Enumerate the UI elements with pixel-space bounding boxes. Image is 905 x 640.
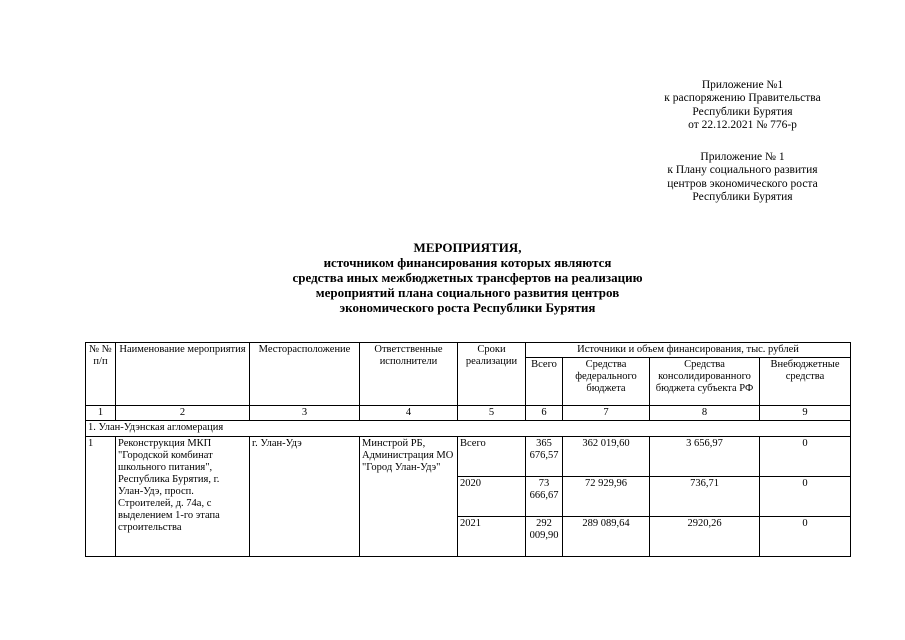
section-title: 1. Улан-Удэнская агломерация bbox=[86, 421, 851, 437]
entry-num: 1 bbox=[86, 437, 116, 557]
title-line: средства иных межбюджетных трансфертов на реализацию bbox=[292, 270, 643, 285]
title-line: экономического роста Республики Бурятия bbox=[339, 300, 596, 315]
column-number: 3 bbox=[250, 406, 360, 421]
section-row bbox=[86, 421, 851, 437]
column-number: 1 bbox=[86, 406, 116, 421]
column-number: 8 bbox=[650, 406, 760, 421]
header-row-1 bbox=[86, 343, 851, 358]
column-number: 2 bbox=[116, 406, 250, 421]
entry-consolidated: 3 656,97 bbox=[650, 437, 760, 477]
column-number: 9 bbox=[760, 406, 851, 421]
appendix-1-line: Республики Бурятия bbox=[692, 105, 793, 118]
entry-extrabudget: 0 bbox=[760, 437, 851, 477]
header-responsible: Ответственные исполнители bbox=[360, 343, 458, 406]
document-title bbox=[200, 240, 735, 315]
entry-federal: 289 089,64 bbox=[563, 517, 650, 557]
entry-total: 292 009,90 bbox=[526, 517, 563, 557]
appendix-1-line: к распоряжению Правительства bbox=[664, 92, 821, 105]
column-number: 5 bbox=[458, 406, 526, 421]
header-period: Сроки реализации bbox=[458, 343, 526, 406]
entry-period: Всего bbox=[458, 437, 526, 477]
header-location: Месторасположение bbox=[250, 343, 360, 406]
header-name: Наименование мероприятия bbox=[116, 343, 250, 406]
entry-consolidated: 736,71 bbox=[650, 477, 760, 517]
entry-period: 2021 bbox=[458, 517, 526, 557]
entry-responsible: Минстрой РБ, Администрация МО "Город Улан-Удэ" bbox=[360, 437, 458, 557]
header-num: № № п/п bbox=[86, 343, 116, 406]
table-row bbox=[86, 437, 851, 477]
entry-extrabudget: 0 bbox=[760, 477, 851, 517]
appendix-2-line: центров экономического роста bbox=[667, 177, 818, 190]
entry-total: 365 676,57 bbox=[526, 437, 563, 477]
appendix-2-block bbox=[640, 151, 845, 205]
entry-consolidated: 2920,26 bbox=[650, 517, 760, 557]
header-extrabudget: Внебюджетные средства bbox=[760, 358, 851, 406]
entry-location: г. Улан-Удэ bbox=[250, 437, 360, 557]
title-line: источником финансирования которых являются bbox=[323, 255, 612, 270]
entry-name: Реконструкция МКП "Городской комбинат школьного питания", Республика Бурятия, г. Улан-Удэ, просп. Строителей, д. 74а, с выделением 1-го этапа строительства bbox=[116, 437, 250, 557]
header-federal: Средства федерального бюджета bbox=[563, 358, 650, 406]
title-line: мероприятий плана социального развития центров bbox=[315, 285, 620, 300]
column-number: 4 bbox=[360, 406, 458, 421]
appendix-2-line: Приложение № 1 bbox=[700, 151, 785, 163]
entry-federal: 362 019,60 bbox=[563, 437, 650, 477]
appendix-1-block bbox=[640, 79, 845, 133]
appendix-1-line: Приложение №1 bbox=[701, 79, 784, 91]
entry-federal: 72 929,96 bbox=[563, 477, 650, 517]
appendix-2-line: к Плану социального развития bbox=[667, 164, 818, 177]
header-consolidated: Средства консолидированного бюджета субъекта РФ bbox=[650, 358, 760, 406]
title-line: МЕРОПРИЯТИЯ, bbox=[413, 240, 522, 255]
appendix-1-line: от 22.12.2021 № 776-р bbox=[688, 119, 797, 132]
entry-total: 73 666,67 bbox=[526, 477, 563, 517]
column-number: 6 bbox=[526, 406, 563, 421]
entry-extrabudget: 0 bbox=[760, 517, 851, 557]
header-total: Всего bbox=[526, 358, 563, 406]
column-number: 7 bbox=[563, 406, 650, 421]
column-number-row bbox=[86, 406, 851, 421]
header-funding-group: Источники и объем финансирования, тыс. рублей bbox=[526, 343, 851, 358]
entry-period: 2020 bbox=[458, 477, 526, 517]
appendix-2-line: Республики Бурятия bbox=[692, 191, 793, 204]
funding-table bbox=[85, 342, 851, 557]
